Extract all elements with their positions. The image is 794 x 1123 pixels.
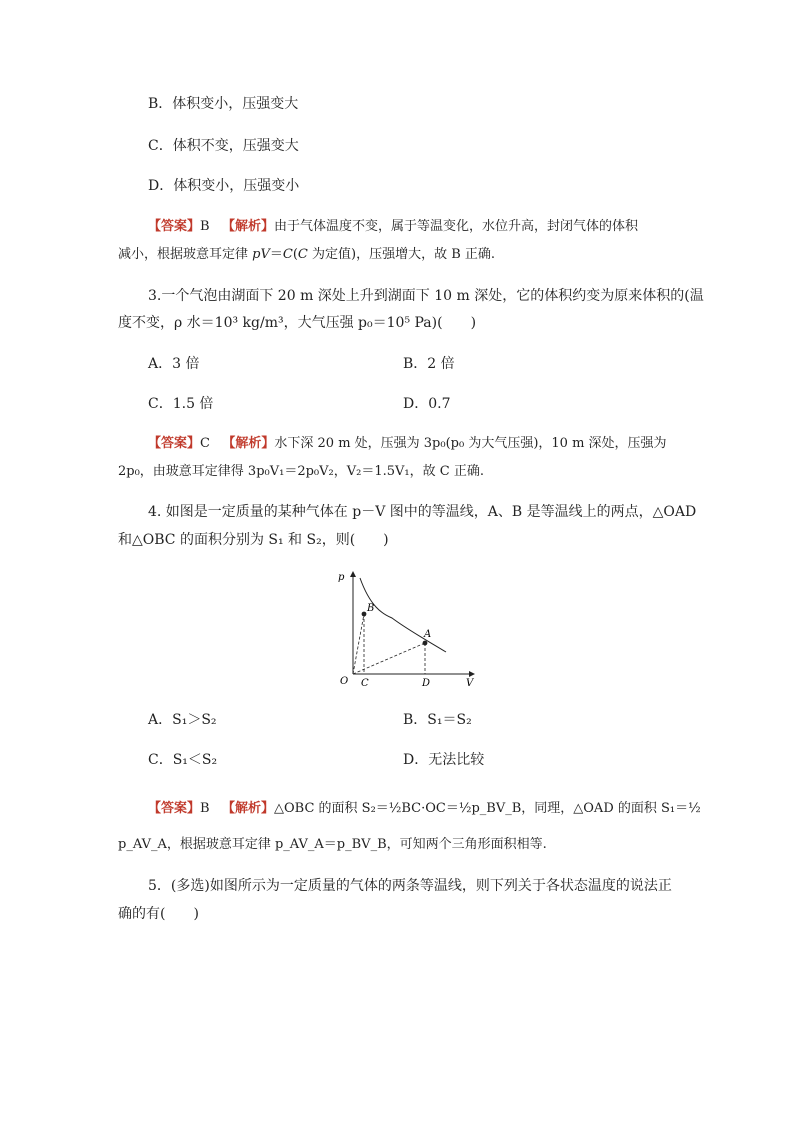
q2-option-b: B．体积变小，压强变大 xyxy=(148,96,299,112)
q2-answer xyxy=(148,218,638,236)
q3-option-c: C．1.5 倍 xyxy=(148,396,214,412)
q4-option-c: C．S₁＜S₂ xyxy=(148,752,218,768)
isotherm-curve-smooth xyxy=(360,578,446,652)
a-label: A xyxy=(424,629,432,640)
v-label: V xyxy=(466,678,474,689)
answer-value: C xyxy=(200,436,210,451)
q4-option-a: A．S₁＞S₂ xyxy=(148,712,217,728)
q3-stem-line1: 3.一个气泡由湖面下 20 m 深处上升到湖面下 10 m 深处，它的体积约变为原来体积的(温 xyxy=(148,288,704,304)
explanation-tag: 【解析】 xyxy=(222,436,275,451)
q5-stem-line1: 5．(多选)如图所示为一定质量的气体的两条等温线，则下列关于各状态温度的说法正 xyxy=(148,878,672,894)
q4-answer xyxy=(148,800,701,818)
explanation-text: 水下深 20 m 处，压强为 3p₀(p₀ 为大气压强)，10 m 深处，压强为 xyxy=(274,436,667,451)
answer-tag: 【答案】 xyxy=(148,219,201,234)
c-label: C xyxy=(361,678,369,689)
answer-tag: 【答案】 xyxy=(148,801,201,816)
explanation-text: △OBC 的面积 S₂＝½BC·OC＝½p_BV_B，同理，△OAD 的面积 S₁＝½ xyxy=(274,801,701,816)
explanation-tag: 【解析】 xyxy=(221,801,274,816)
q5-stem-line2: 确的有( ) xyxy=(118,906,199,922)
q3-option-d: D．0.7 xyxy=(403,396,451,412)
q4-stem-line2: 和△OBC 的面积分别为 S₁ 和 S₂，则( ) xyxy=(118,532,389,548)
o-label: O xyxy=(340,676,349,687)
q2-explanation-line2: 减小，根据玻意耳定律 pV＝C(C 为定值)，压强增大，故 B 正确. xyxy=(118,247,496,262)
point-b xyxy=(362,612,367,617)
q3-answer xyxy=(148,435,667,453)
b-label: B xyxy=(367,603,375,614)
q2-option-c: C．体积不变，压强变大 xyxy=(148,138,299,154)
q3-option-a: A．3 倍 xyxy=(148,356,200,372)
q4-option-d: D．无法比较 xyxy=(403,752,485,768)
line-ob xyxy=(353,614,364,674)
q3-stem-line2: 度不变，ρ 水＝10³ kg/m³，大气压强 p₀＝10⁵ Pa)( ) xyxy=(118,315,477,331)
pv-isotherm-figure xyxy=(330,568,480,690)
answer-tag: 【答案】 xyxy=(148,436,201,451)
point-a xyxy=(423,641,428,646)
q3-option-b: B．2 倍 xyxy=(403,356,455,372)
line-oa xyxy=(353,643,425,674)
explanation-text: 由于气体温度不变，属于等温变化，水位升高，封闭气体的体积 xyxy=(274,219,639,234)
q4-explanation-line2: p_AV_A，根据玻意耳定律 p_AV_A＝p_BV_B，可知两个三角形面积相等. xyxy=(118,837,547,852)
q4-option-b: B．S₁＝S₂ xyxy=(403,712,472,728)
q3-explanation-line2: 2p₀，由玻意耳定律得 3p₀V₁＝2p₀V₂，V₂＝1.5V₁，故 C 正确. xyxy=(118,464,484,479)
q4-stem-line1: 4. 如图是一定质量的某种气体在 p－V 图中的等温线，A、B 是等温线上的两点，△OAD xyxy=(148,504,697,520)
p-label: p xyxy=(338,572,345,583)
explanation-tag: 【解析】 xyxy=(221,219,274,234)
d-label: D xyxy=(422,678,431,689)
answer-value: B xyxy=(200,801,210,816)
q2-option-d: D．体积变小，压强变小 xyxy=(148,178,300,194)
answer-value: B xyxy=(200,219,210,234)
